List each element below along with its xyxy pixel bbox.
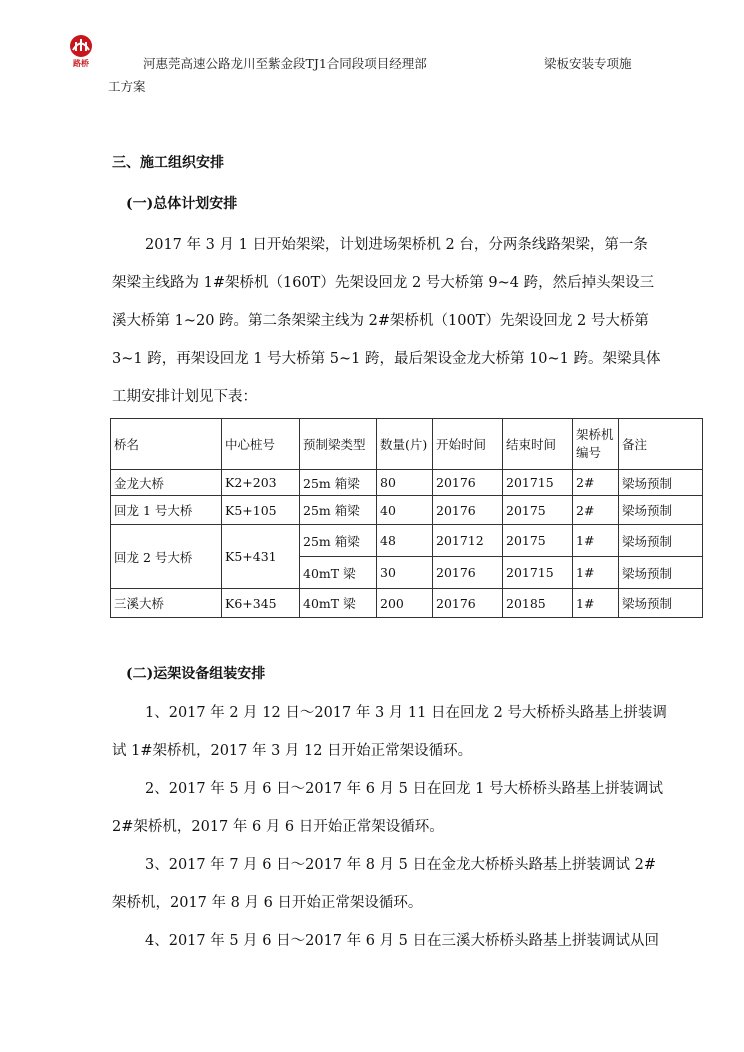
table-cell: 回龙 1 号大桥 — [111, 496, 222, 525]
paragraph-line: 3、2017 年 7 月 6 日～2017 年 8 月 5 日在金龙大桥桥头路基上拼装调试 2# — [145, 857, 657, 873]
table-cell: 金龙大桥 — [111, 470, 222, 496]
table-cell: K5+105 — [222, 496, 300, 525]
paragraph-line: 工期安排计划见下表： — [112, 389, 257, 405]
table-cell: 20185 — [503, 589, 573, 618]
paragraph-line: 溪大桥第 1~20 跨。第二条架梁主线为 2#架桥机（100T）先架设回龙 2 号大桥第 — [112, 313, 649, 329]
header-doc-title: 梁板安装专项施 — [544, 56, 632, 71]
table-cell: 三溪大桥 — [111, 589, 222, 618]
table-header-cell: 备注 — [619, 419, 703, 470]
table-cell: 20176 — [433, 589, 503, 618]
table-cell: 25m 箱梁 — [300, 496, 377, 525]
table-header-cell: 开始时间 — [433, 419, 503, 470]
table-cell-merged: K5+431 — [222, 525, 300, 589]
table-cell: 20176 — [433, 470, 503, 496]
table-cell: 梁场预制 — [619, 470, 703, 496]
subsection-title-1: (一)总体计划安排 — [126, 196, 238, 212]
schedule-table — [110, 418, 703, 618]
table-cell: 梁场预制 — [619, 496, 703, 525]
table-cell: 2# — [573, 470, 619, 496]
table-cell: 48 — [377, 525, 433, 557]
table-header-row — [111, 419, 703, 470]
table-cell: 梁场预制 — [619, 525, 703, 557]
paragraph-line: 2#架桥机，2017 年 6 月 6 日开始正常架设循环。 — [112, 819, 444, 835]
table-cell: 40 — [377, 496, 433, 525]
paragraph-line: 1、2017 年 2 月 12 日～2017 年 3 月 11 日在回龙 2 号大桥桥头路基上拼装调 — [145, 705, 667, 721]
logo-text: 路桥 — [73, 59, 89, 68]
section-title: 三、施工组织安排 — [112, 155, 224, 171]
paragraph-line: 架桥机，2017 年 8 月 6 日开始正常架设循环。 — [112, 895, 423, 911]
paragraph-line: 3~1 跨，再架设回龙 1 号大桥第 5~1 跨，最后架设金龙大桥第 10~1 跨。架梁具体 — [112, 351, 661, 367]
table-cell: 20176 — [433, 557, 503, 589]
table-cell: 梁场预制 — [619, 557, 703, 589]
table-cell: 201715 — [503, 470, 573, 496]
table-row — [111, 589, 703, 618]
table-header-cell: 桥名 — [111, 419, 222, 470]
table-cell: K6+345 — [222, 589, 300, 618]
header-doc-title-cont: 工方案 — [108, 79, 146, 94]
table-header-cell: 中心桩号 — [222, 419, 300, 470]
table-cell: 30 — [377, 557, 433, 589]
table-row — [111, 525, 703, 557]
table-header-cell: 预制梁类型 — [300, 419, 377, 470]
table-row — [111, 496, 703, 525]
table-cell: 20175 — [503, 496, 573, 525]
table-cell: 1# — [573, 589, 619, 618]
table-cell: 25m 箱梁 — [300, 470, 377, 496]
table-cell: 2# — [573, 496, 619, 525]
table-header-cell: 结束时间 — [503, 419, 573, 470]
company-logo — [62, 34, 100, 68]
table-cell: 80 — [377, 470, 433, 496]
table-cell: 201715 — [503, 557, 573, 589]
table-header-cell: 数量(片) — [377, 419, 433, 470]
table-cell: 40mT 梁 — [300, 557, 377, 589]
subsection-title-2: (二)运架设备组装安排 — [126, 666, 266, 682]
table-cell: 20175 — [503, 525, 573, 557]
table-cell: 20176 — [433, 496, 503, 525]
header-project-name: 河惠莞高速公路龙川至紫金段TJ1合同段项目经理部 — [143, 56, 427, 71]
table-header-cell: 架桥机编号 — [573, 419, 619, 470]
paragraph-line: 4、2017 年 5 月 6 日～2017 年 6 月 5 日在三溪大桥桥头路基上拼装调试从回 — [145, 933, 660, 949]
table-cell: 40mT 梁 — [300, 589, 377, 618]
table-cell-merged: 回龙 2 号大桥 — [111, 525, 222, 589]
table-cell: 1# — [573, 557, 619, 589]
table-cell: 1# — [573, 525, 619, 557]
table-cell: 25m 箱梁 — [300, 525, 377, 557]
table-cell: 201712 — [433, 525, 503, 557]
table-cell: 200 — [377, 589, 433, 618]
paragraph-line: 试 1#架桥机，2017 年 3 月 12 日开始正常架设循环。 — [112, 743, 473, 759]
paragraph-line: 2017 年 3 月 1 日开始架梁，计划进场架桥机 2 台，分两条线路架梁，第一条 — [145, 237, 648, 253]
paragraph-line: 架梁主线路为 1#架桥机（160T）先架设回龙 2 号大桥第 9~4 跨，然后掉头架设三 — [112, 275, 655, 291]
paragraph-line: 2、2017 年 5 月 6 日～2017 年 6 月 5 日在回龙 1 号大桥桥头路基上拼装调试 — [145, 781, 663, 797]
table-row — [111, 470, 703, 496]
table-cell: K2+203 — [222, 470, 300, 496]
table-cell: 梁场预制 — [619, 589, 703, 618]
